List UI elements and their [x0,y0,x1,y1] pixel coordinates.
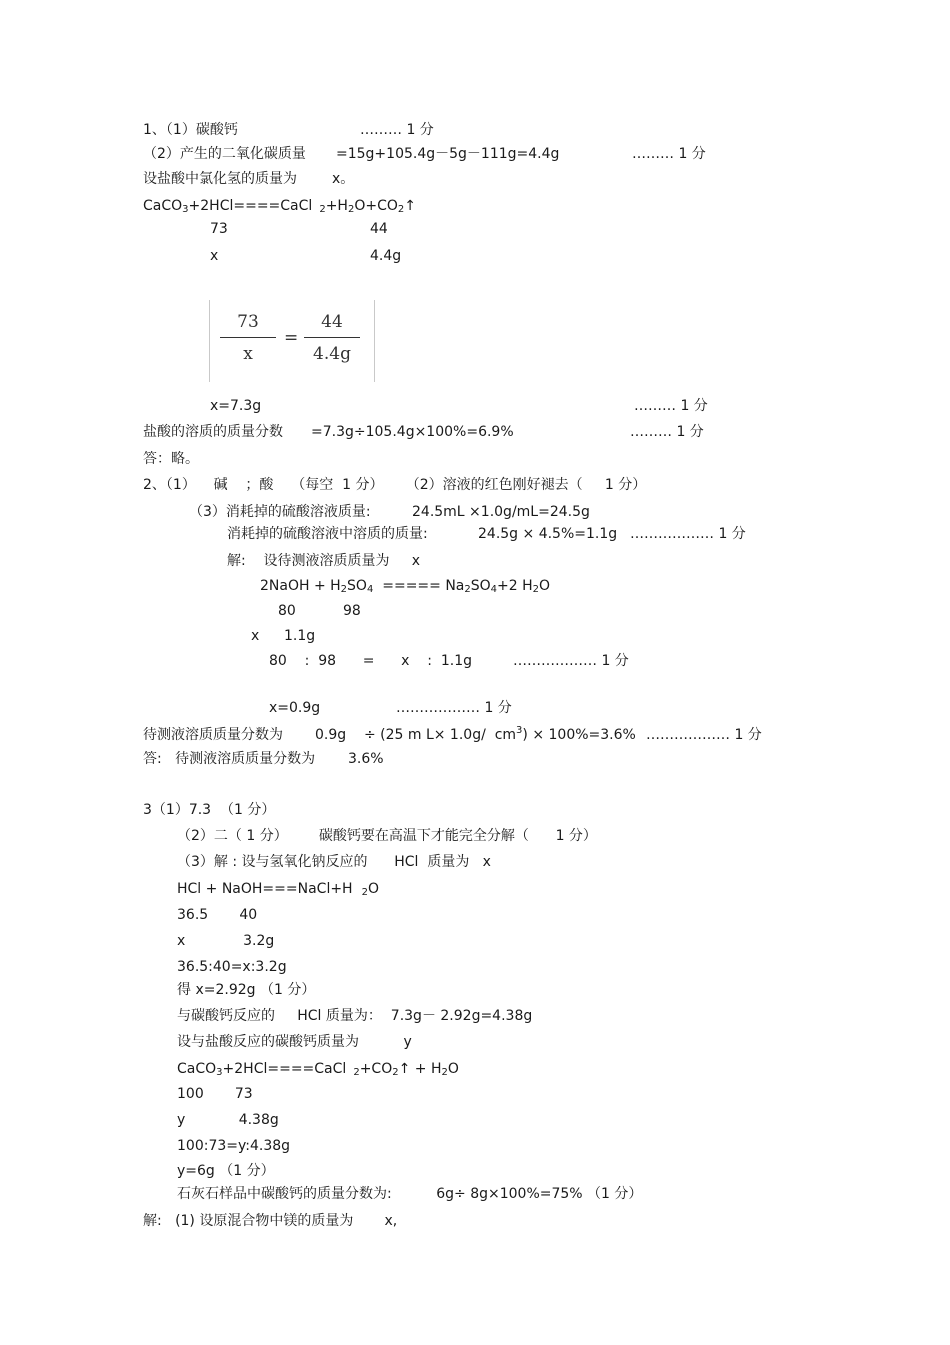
q1-concentration: 盐酸的溶质的质量分数 [143,424,283,440]
q2-answer-value: 3.6% [348,751,384,767]
q2-mass-1.1g: 1.1g [284,628,316,644]
q3-mass-row4: y 4.38g [177,1112,279,1128]
q2-line3-calc: 24.5g × 4.5%=1.1g [478,526,618,542]
q3-ratio1: 36.5:40=x:3.2g [177,959,287,975]
q3-hcl-mass: 与碳酸钙反应的 HCl 质量为： 7.3g－ 2.92g=4.38g [177,1008,533,1024]
q2-result-score: ……………… 1 分 [396,700,512,716]
q3-equation2: CaCO$_3$+2HCl====CaCl $_2+CO_2↑ + H_2O$ [177,1061,459,1078]
q3-line2: （2）二（ 1 分） 碳酸钙要在高温下才能完全分解（ 1 分） [177,828,597,844]
q2-mass-98: 98 [343,603,361,619]
q1-mass-73: 73 [210,221,228,237]
q2-result: x=0.9g [269,700,321,716]
q2-answer: 答: 待测液溶质质量分数为 [143,751,316,767]
q2-line2-calc: 24.5mL ×1.0g/mL=24.5g [412,504,590,520]
q2-fraction-score: ……………… 1 分 [646,727,762,743]
q1-line3-var: x。 [332,171,355,187]
q2-equation: 2NaOH + $H_2SO_4$ ===== $Na_2SO_4+2$ $H_2O$ [260,578,551,595]
q1-concentration-calc: =7.3g÷105.4g×100%=6.9% [311,424,514,440]
q1-fraction-image [209,300,375,382]
q2-line4: 解: 设待测液溶质质量为 x [227,553,421,569]
q3-mass-row3: 100 73 [177,1086,253,1102]
q2-ratio-score: ……………… 1 分 [513,653,629,669]
q1-answer: 答：略。 [143,451,199,467]
q1-line2-score: ……… 1 分 [632,146,706,162]
q2-line3-score: ……………… 1 分 [630,526,746,542]
q3-line1: 3（1）7.3 （1 分） [143,802,276,818]
q2-line2: （3）消耗掉的硫酸溶液质量: [189,504,371,520]
q3-mass-row1: 36.5 40 [177,907,258,923]
q1-mass-44: 44 [370,221,388,237]
q1-concentration-score: ……… 1 分 [630,424,704,440]
q2-mass-80: 80 [278,603,296,619]
q3-ratio2: 100:73=y:4.38g [177,1138,291,1154]
q3-equation1: HCl + NaOH===NaCl+H $_2$O [177,881,379,898]
q1-mass-4.4g: 4.4g [370,248,402,264]
q1-line1-score: ……… 1 分 [360,122,434,138]
q1-result-score: ……… 1 分 [634,398,708,414]
q2-fraction-calc: 0.9g ÷ (25 m L× 1.0g/ $cm^3) \times 100\%=3.6\%$ [315,725,636,743]
q1-fraction-left: 73 x [220,310,276,366]
q3-final: 石灰石样品中碳酸钙的质量分数为: 6g÷ 8g×100%=75% （1 分） [177,1186,643,1202]
q4-line1: 解: (1) 设原混合物中镁的质量为 x, [143,1213,398,1229]
q2-line3: 消耗掉的硫酸溶液中溶质的质量: [227,526,428,542]
q3-let-y: 设与盐酸反应的碳酸钙质量为 y [177,1034,412,1050]
q2-ratio: 80 : 98 = x : 1.1g [269,653,473,669]
q3-result2: y=6g （1 分） [177,1163,275,1179]
q1-line1: 1、（1）碳酸钙 [143,122,238,138]
q3-result1: 得 x=2.92g （1 分） [177,982,316,998]
q1-line3: 设盐酸中氯化氢的质量为 [143,171,297,187]
q1-line2-calc: =15g+105.4g－5g－111g=4.4g [336,146,560,162]
q1-equation: CaCO$_3$+2HCl====CaCl $_2+H_2O+CO_2↑$ [143,198,416,215]
q2-fraction-label: 待测液溶质质量分数为 [143,727,283,743]
q1-line2: （2）产生的二氧化碳质量 [143,146,306,162]
q1-mass-x: x [210,248,219,264]
q1-fraction-right: 44 4.4g [304,310,360,366]
q1-result: x=7.3g [210,398,262,414]
q2-mass-x: x [251,628,260,644]
q3-mass-row2: x 3.2g [177,933,275,949]
q1-fraction-equals: = [284,328,299,348]
q2-line1: 2、（1） 碱 ；酸 （每空 1 分） （2）溶液的红色刚好褪去（ 1 分） [143,477,647,493]
q3-line3: （3）解 : 设与氢氧化钠反应的 HCl 质量为 x [177,854,491,870]
